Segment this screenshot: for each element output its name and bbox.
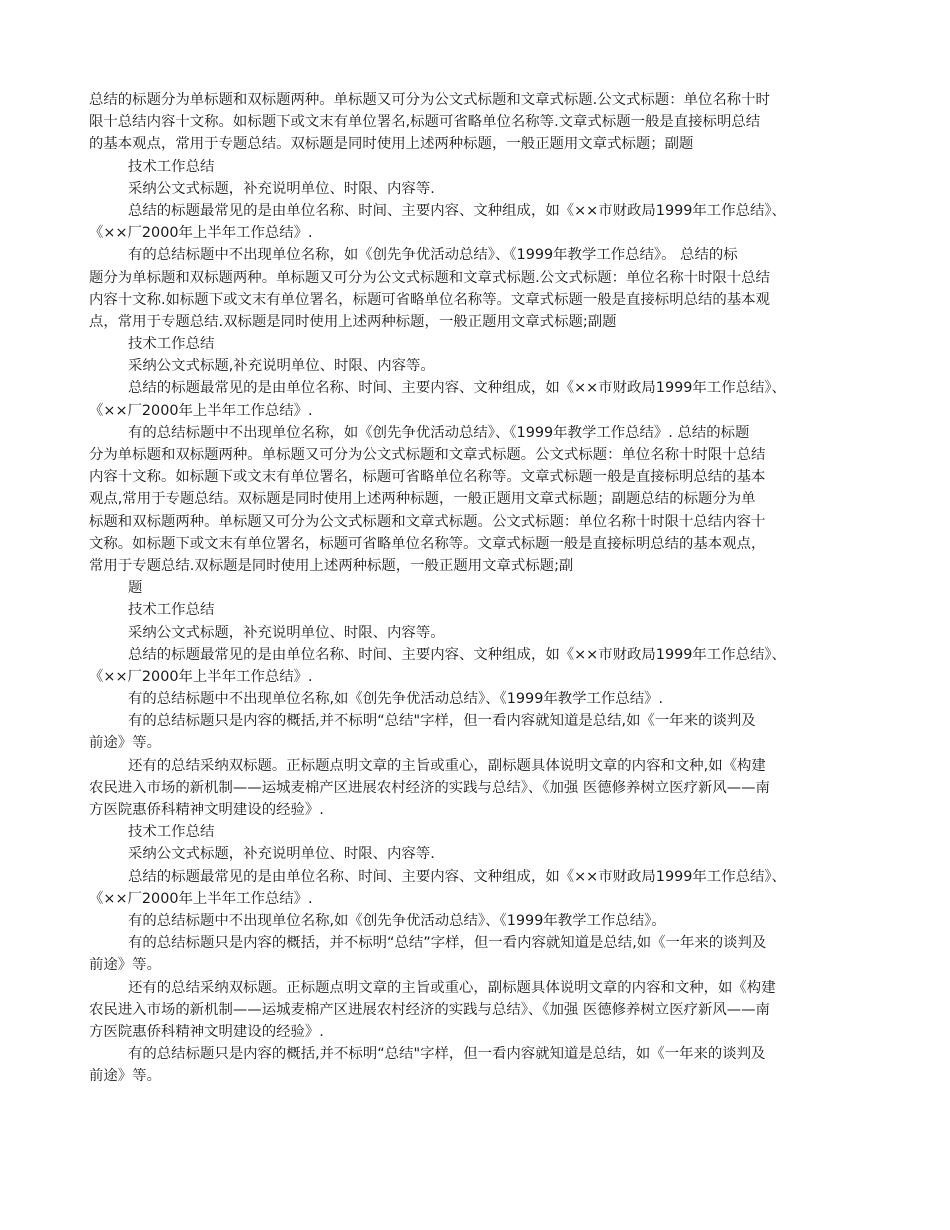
text-line: 有的总结标题中不出现单位名称，如《创先争优活动总结》、《1999年教学工作总结》. 总结的标题	[128, 424, 750, 441]
text-line: 总结的标题最常见的是由单位名称、时间、主要内容、文种组成，如《××市财政局1999年工作总结》、	[128, 646, 786, 663]
text-line: 农民进入市场的新机制——运城麦棉产区进展农村经济的实践与总结》、《加强 医德修养树立医疗新风——南	[89, 779, 770, 796]
text-line: 文称。如标题下或文末有单位署名，标题可省略单位名称等。文章式标题一般是直接标明总结的基本观点，	[89, 535, 766, 552]
text-line: 有的总结标题只是内容的概括,并不标明“总结"字样，但一看内容就知道是总结,如《一年来的谈判及	[128, 713, 756, 730]
text-line: 标题和双标题两种。单标题又可分为公文式标题和文章式标题。公文式标题：单位名称十时限十总结内容十	[89, 513, 766, 530]
text-line: 采纳公文式标题，补充说明单位、时限、内容等.	[128, 846, 435, 863]
text-line: 还有的总结采纳双标题。正标题点明文章的主旨或重心，副标题具体说明文章的内容和文种，如《构建	[128, 979, 776, 996]
text-line: 《××厂2000年上半年工作总结》.	[89, 668, 313, 685]
text-line: 总结的标题最常见的是由单位名称、时间、主要内容、文种组成，如《××市财政局1999年工作总结》、	[128, 202, 786, 219]
text-line: 的基本观点，常用于专题总结。双标题是同时使用上述两种标题，一般正题用文章式标题；副题	[89, 136, 694, 153]
text-line: 技术工作总结	[128, 158, 215, 175]
text-line: 总结的标题分为单标题和双标题两种。单标题又可分为公文式标题和文章式标题.公文式标题：单位名称十时	[89, 92, 770, 108]
text-line: 采纳公文式标题，补充说明单位、时限、内容等.	[128, 180, 435, 197]
text-line: 分为单标题和双标题两种。单标题又可分为公文式标题和文章式标题。公文式标题：单位名称十时限十总结	[89, 447, 766, 463]
text-line: 技术工作总结	[128, 824, 215, 841]
text-line: 前途》等。	[89, 957, 161, 974]
text-line: 方医院惠侨科精神文明建设的经验》.	[89, 1023, 324, 1040]
text-line: 内容十文称.如标题下或文末有单位署名，标题可省略单位名称等。文章式标题一般是直接标明总结的基本观	[89, 291, 770, 308]
text-line: 前途》等。	[89, 1068, 161, 1085]
document-body	[89, 89, 869, 1087]
text-line: 题分为单标题和双标题两种。单标题又可分为公文式标题和文章式标题.公文式标题：单位名称十时限十总结	[89, 269, 770, 286]
text-line: 总结的标题最常见的是由单位名称、时间、主要内容、文种组成，如《××市财政局1999年工作总结》、	[128, 868, 786, 885]
text-line: 采纳公文式标题,补充说明单位、时限、内容等。	[128, 358, 435, 375]
text-line: 《××厂2000年上半年工作总结》.	[89, 225, 313, 242]
text-line: 方医院惠侨科精神文明建设的经验》.	[89, 802, 324, 818]
text-line: 还有的总结采纳双标题。正标题点明文章的主旨或重心，副标题具体说明文章的内容和文种,如《构建	[128, 757, 766, 774]
text-line: 有的总结标题中不出现单位名称,如《创先争优活动总结》、《1999年教学工作总结》。	[128, 912, 666, 929]
text-line: 《××厂2000年上半年工作总结》.	[89, 402, 313, 419]
text-line: 题	[128, 580, 143, 597]
text-line: 点，常用于专题总结.双标题是同时使用上述两种标题，一般正题用文章式标题;副题	[89, 313, 617, 330]
text-line: 内容十文称。如标题下或文末有单位署名，标题可省略单位名称等。文章式标题一般是直接标明总结的基本	[89, 469, 766, 486]
text-line: 有的总结标题只是内容的概括，并不标明“总结”字样，但一看内容就知道是总结,如《一年来的谈判及	[128, 935, 767, 952]
text-line: 有的总结标题只是内容的概括,并不标明“总结"字样，但一看内容就知道是总结，如《一年来的谈判及	[128, 1046, 766, 1063]
text-line: 前途》等。	[89, 735, 161, 752]
text-line: 采纳公文式标题，补充说明单位、时限、内容等。	[128, 624, 445, 641]
text-line: 有的总结标题中不出现单位名称,如《创先争优活动总结》、《1999年教学工作总结》.	[128, 691, 664, 708]
text-line: 技术工作总结	[128, 602, 215, 619]
text-line: 总结的标题最常见的是由单位名称、时间、主要内容、文种组成，如《××市财政局1999年工作总结》、	[128, 380, 786, 397]
text-line: 农民进入市场的新机制——运城麦棉产区进展农村经济的实践与总结》、《加强 医德修养树立医疗新风——南	[89, 1001, 770, 1018]
text-line: 技术工作总结	[128, 336, 215, 353]
text-line: 《××厂2000年上半年工作总结》.	[89, 890, 313, 907]
text-line: 有的总结标题中不出现单位名称，如《创先争优活动总结》、《1999年教学工作总结》。 总结的标	[128, 247, 738, 264]
text-line: 常用于专题总结.双标题是同时使用上述两种标题，一般正题用文章式标题;副	[89, 557, 574, 574]
text-line: 观点,常用于专题总结。双标题是同时使用上述两种标题，一般正题用文章式标题；副题总结的标题分为单	[89, 491, 756, 508]
text-line: 限十总结内容十文称。如标题下或文末有单位署名,标题可省略单位名称等.文章式标题一般是直接标明总结	[89, 114, 761, 131]
